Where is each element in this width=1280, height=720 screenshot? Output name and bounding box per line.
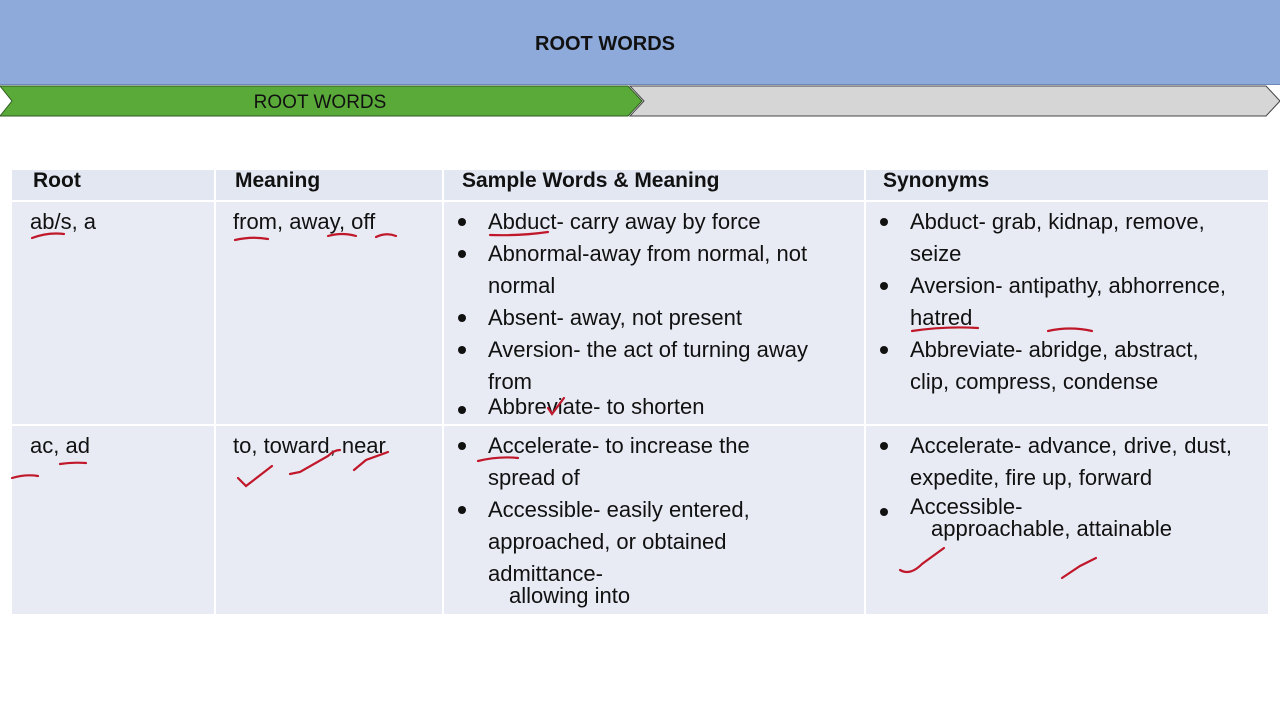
row1-samples [452,206,832,420]
row2-root: ac, ad [30,433,90,458]
row2-samples-continuation: allowing into [509,583,631,608]
row1-synonyms-list [874,206,1239,398]
list-item: Abduct- grab, kidnap, remove, seize [874,206,1239,270]
column-divider [864,170,866,614]
list-item: Absent- away, not present [452,302,832,334]
row1-root: ab/s, a [30,209,97,234]
table-header-row [12,170,1268,200]
list-item: Abduct- carry away by force [452,206,832,238]
column-divider [442,170,444,614]
column-header-meaning: Meaning [235,169,321,192]
row1-meaning: from, away, off [233,209,376,234]
list-item: Aversion- antipathy, abhorrence, hatred [874,270,1239,334]
list-item: Abbreviate- to shorten [452,394,832,420]
row-divider [12,424,1268,426]
list-item: Abnormal-away from normal, not normal [452,238,832,302]
column-header-samples: Sample Words & Meaning [462,169,720,192]
row2-meaning: to, toward, near [233,433,386,458]
column-divider [214,170,216,614]
column-header-root: Root [33,169,81,192]
row1-samples-list [452,206,832,420]
list-item: Abbreviate- abridge, abstract, clip, compress, condense [874,334,1239,398]
progress-step-label: ROOT WORDS [253,92,387,113]
row2-synonyms-list [874,430,1232,518]
row-divider [12,200,1268,202]
progress-bar [0,84,1280,118]
row2-synonyms-continuation: approachable, attainable [931,516,1172,541]
row2-synonyms [874,430,1232,540]
list-item: Aversion- the act of turning away from [452,334,832,398]
row2-samples-list [452,430,812,590]
slide-title: ROOT WORDS [535,33,675,55]
root-words-table [12,170,1268,614]
list-item: Accessible- [874,496,1232,518]
slide-header [0,0,1280,85]
row1-synonyms [874,206,1239,398]
list-item: Accelerate- to increase the spread of [452,430,812,494]
list-item: Accessible- easily entered, approached, or obtained admittance- [452,494,812,590]
row2-samples [452,430,812,606]
column-header-synonyms: Synonyms [883,169,990,192]
list-item: Accelerate- advance, drive, dust, expedite, fire up, forward [874,430,1232,494]
